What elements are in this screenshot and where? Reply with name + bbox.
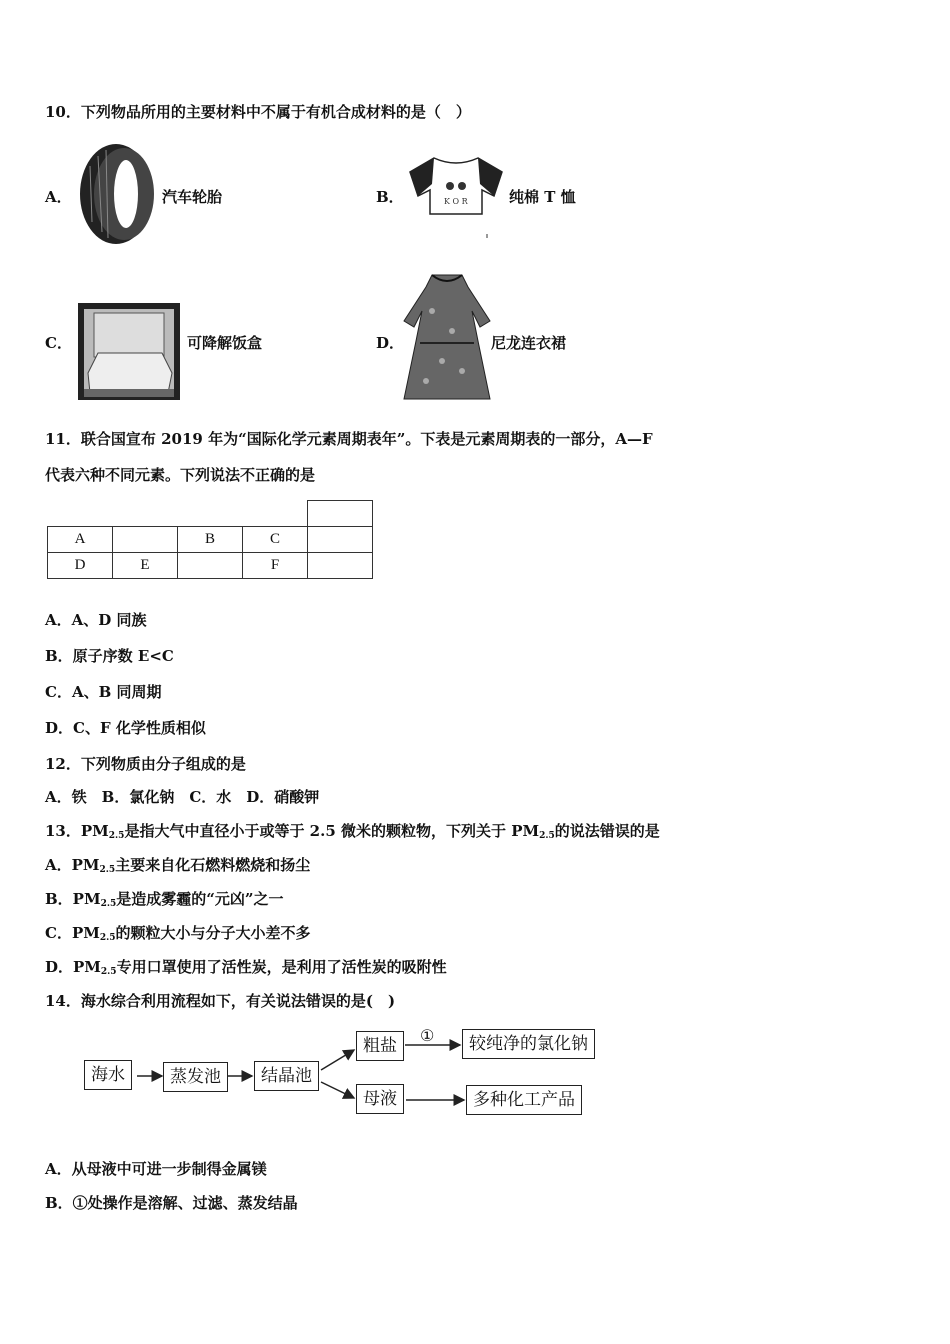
table-cell: F [243, 553, 308, 579]
flow-step-mark: ① [420, 1026, 435, 1045]
q11-option-c: C．A、B 同周期 [45, 683, 162, 701]
table-cell: D [48, 553, 113, 579]
q10-option-a-text: 汽车轮胎 [162, 188, 223, 206]
flow-node-crude-salt: 粗盐 [356, 1031, 404, 1061]
q13-stem: 13．$PM_{2.5}$是指大气中直径小于或等于 2.5 微米的颗粒物，下列关于 $PM_{2.5}$的说法错误的是 [45, 822, 660, 841]
svg-text:K O R: K O R [444, 197, 468, 206]
flow-node-pure-nacl: 较纯净的氯化钠 [462, 1029, 595, 1059]
q10-option-b-label: B． [376, 188, 404, 206]
q13-option-d: D．$PM_{2.5}$专用口罩使用了活性炭，是利用了活性炭的吸附性 [45, 958, 447, 977]
q11-option-b: B．原子序数 E<C [45, 647, 174, 665]
q10-option-a-label: A． [45, 188, 72, 206]
q13-option-c: C．$PM_{2.5}$的颗粒大小与分子大小差不多 [45, 924, 311, 943]
q12-options: A．铁 B．氯化钠 C．水 D．硝酸钾 [45, 788, 320, 806]
q11-option-a: A．A、D 同族 [45, 611, 147, 629]
q10-option-d-text: 尼龙连衣裙 [491, 334, 567, 352]
table-cell: E [113, 553, 178, 579]
q14-option-b: B．①处操作是溶解、过滤、蒸发结晶 [45, 1194, 298, 1212]
q10-option-c-label: C． [45, 334, 72, 352]
flow-node-seawater: 海水 [84, 1060, 132, 1090]
table-cell: A [48, 527, 113, 553]
table-cell: C [243, 527, 308, 553]
q10-stem: 10．下列物品所用的主要材料中不属于有机合成材料的是（ ） [45, 103, 471, 121]
q11-stem-line2: 代表六种不同元素。下列说法不正确的是 [45, 466, 316, 484]
q12-stem: 12．下列物质由分子组成的是 [45, 755, 246, 773]
q10-option-d-label: D． [376, 334, 405, 352]
q11-stem-line1: 11．联合国宣布 2019 年为“国际化学元素周期表年”。下表是元素周期表的一部分，A—F [45, 430, 653, 448]
flow-node-chem-products: 多种化工产品 [466, 1085, 582, 1115]
q13-option-a: A．$PM_{2.5}$主要来自化石燃料燃烧和扬尘 [45, 856, 311, 875]
flow-node-evaporation-pond: 蒸发池 [163, 1062, 228, 1092]
table-cell: B [178, 527, 243, 553]
q14-option-a: A．从母液中可进一步制得金属镁 [45, 1160, 267, 1178]
q14-stem: 14．海水综合利用流程如下，有关说法错误的是( ) [45, 992, 396, 1010]
flow-node-crystallization-pond: 结晶池 [254, 1061, 319, 1091]
q11-option-d: D．C、F 化学性质相似 [45, 719, 206, 737]
q10-option-b-text: 纯棉 T 恤 [509, 188, 576, 206]
q10-option-c-text: 可降解饭盒 [187, 334, 263, 352]
flow-node-mother-liquor: 母液 [356, 1084, 404, 1114]
q13-option-b: B．$PM_{2.5}$是造成雾霾的“元凶”之一 [45, 890, 284, 909]
